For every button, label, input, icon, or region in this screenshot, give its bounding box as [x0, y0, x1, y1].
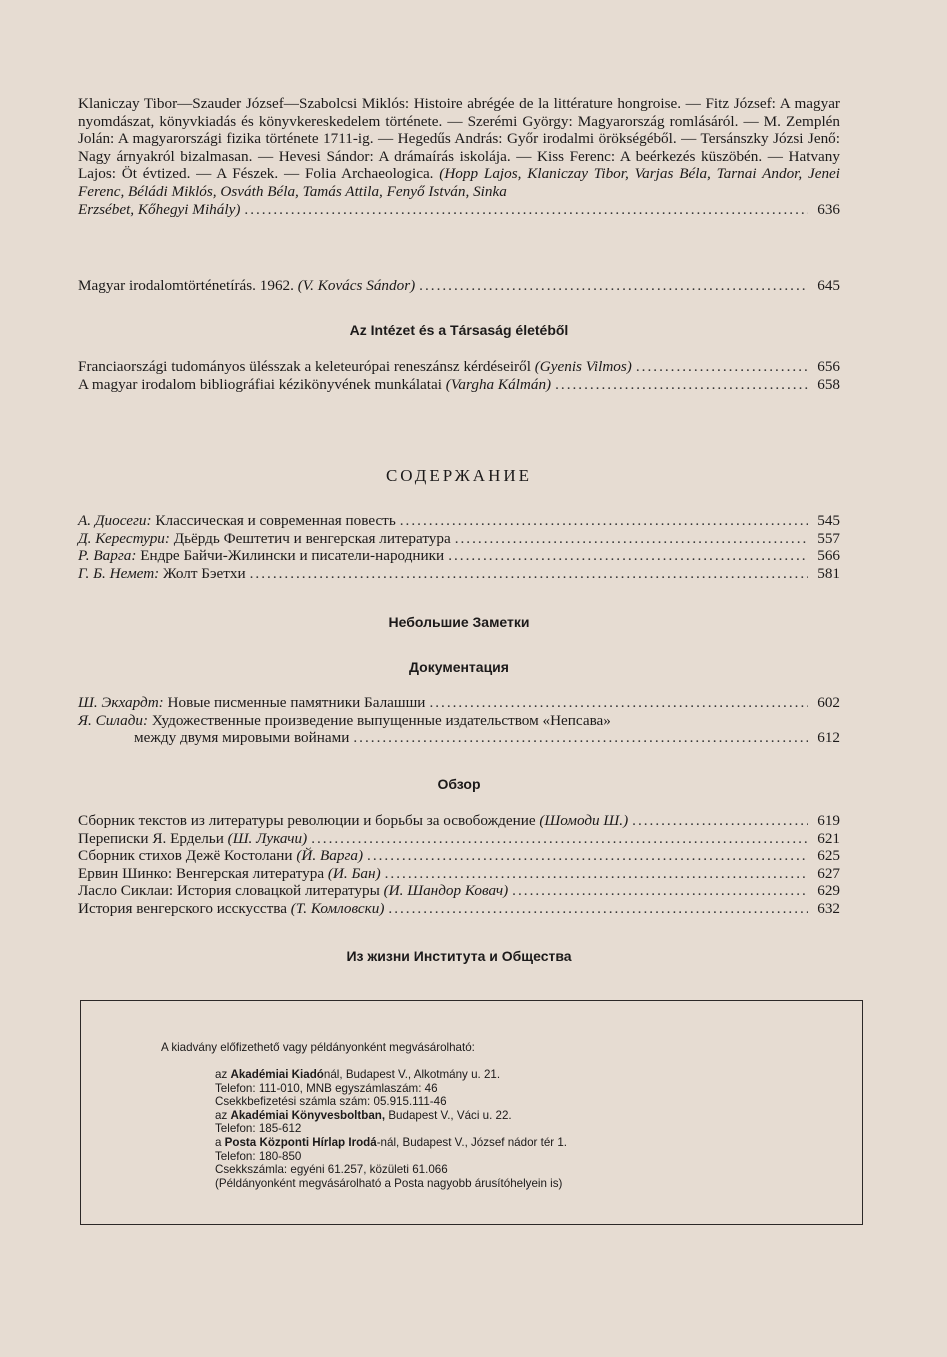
leader-dots — [419, 277, 808, 295]
account-line: Csekkbefizetési számla szám: 05.915.111-46 — [215, 1095, 447, 1109]
list-item: Р. Варга: Ендре Байчи-Жилински и писатели-народники ..... 566 — [78, 547, 840, 565]
documentation-list-ru — [78, 694, 840, 747]
subscription-box — [80, 1000, 863, 1225]
list-item: Сборник стихов Дежё Костолани (Й. Варга) ..... 625 — [78, 847, 840, 865]
list-item: Переписки Я. Ердельи (Ш. Лукачи) ..... 621 — [78, 830, 840, 848]
contents-heading-ru: СОДЕРЖАНИЕ — [385, 466, 533, 485]
institute-heading-hu: Az Intézet és a Társaság életéből — [349, 322, 569, 338]
address-line: az Akadémiai Könyvesboltban, Budapest V., Váci u. 22. — [215, 1108, 512, 1122]
list-item: Ласло Сиклаи: История словацкой литературы (И. Шандор Ковач) ..... 629 — [78, 882, 840, 900]
list-item: Ервин Шинко: Венгерская литература (И. Бан) ..... 627 — [78, 865, 840, 883]
address-line: az Akadémiai Kiadónál, Budapest V., Alkotmány u. 21. — [215, 1068, 501, 1081]
review-paragraph-last-line: Erzsébet, Kőhegyi Mihály) ..... 636 — [78, 201, 840, 219]
institute-list-hu — [78, 358, 840, 393]
list-item-continuation: между двумя мировыми войнами ..... 612 — [78, 729, 840, 747]
note-line: (Példányonként megvásárolható a Posta nagyobb árusítóhelyein is) — [215, 1176, 563, 1190]
list-item: Д. Керестури: Дьёрдь Фештетич и венгерская литература ..... 557 — [78, 530, 840, 548]
account-line: Csekkszámla: egyéni 61.257, közületi 61.066 — [215, 1163, 448, 1177]
subscription-lead: A kiadvány előfizethető vagy példányonként megvásárolható: — [161, 1041, 475, 1054]
list-item: Franciaországi tudományos ülésszak a keleteurópai reneszánsz kérdéseiről (Gyenis Vilmos) ..... 656 — [78, 358, 840, 376]
list-item: Я. Силади: Художественные произведение выпущенные издательством «Непсава» — [78, 711, 611, 729]
historiography-entry: Magyar irodalomtörténetírás. 1962. (V. Kovács Sándor) ..... 645 — [78, 277, 840, 295]
subscription-addresses — [215, 1068, 567, 1190]
list-item: Г. Б. Немет: Жолт Бэетхи ..... 581 — [78, 565, 840, 583]
notes-heading-ru: Небольшие Заметки — [388, 614, 530, 630]
institute-life-heading-ru: Из жизни Института и Общества — [346, 948, 572, 964]
page-number: 645 — [817, 277, 840, 294]
leader-dots — [244, 201, 808, 219]
list-item: A magyar irodalom bibliográfiai kézikönyvének munkálatai (Vargha Kálmán) ..... 658 — [78, 376, 840, 394]
list-item: Сборник текстов из литературы революции и борьбы за освобождение (Шомоди Ш.) ..... 619 — [78, 812, 840, 830]
list-item: История венгерского иcскусства (Т. Комловски) ..... 632 — [78, 900, 840, 918]
review-heading-ru: Обзор — [437, 776, 481, 792]
address-line: a Posta Központi Hírlap Irodá-nál, Budapest V., József nádor tér 1. — [215, 1135, 568, 1149]
phone-line: Telefon: 111-010, MNB egyszámlaszám: 46 — [215, 1081, 438, 1095]
articles-list-ru — [78, 512, 840, 582]
phone-line: Telefon: 185-612 — [215, 1122, 302, 1136]
reviews-list-ru — [78, 812, 840, 918]
list-item: А. Диосеги: Классическая и современная повесть ..... 545 — [78, 512, 840, 530]
review-paragraph — [78, 95, 840, 218]
documentation-heading-ru: Документация — [409, 659, 509, 675]
list-item: Ш. Экхардт: Новые писменные памятники Балашши ..... 602 — [78, 694, 840, 712]
page-number: 636 — [817, 200, 840, 218]
phone-line: Telefon: 180-850 — [215, 1149, 302, 1163]
review-paragraph-text: Klaniczay Tibor—Szauder József—Szabolcsi Miklós: Histoire abrégée de la littérature hongroise. — Fitz József: A magyar nyomdászat, könyvkiadás és könyvkereskedelem története. — Szerémi György: Magyarország romlásáról. — M. Zemplén Jolán: A magyarországi fizika története 1711-ig. — Hegedűs András: Győr irodalmi örökségéből. — Tersánszky Józsi Jenő: Nagy árnyakról bizalmasan. — Hevesi Sándor: A drámaírás iskolája. — Kiss Ferenc: A beérkezés küszöbén. — Hatvany Lajos: Öt évtized. — A Fészek. — Folia Archaeologica. (Hopp Lajos, Klaniczay Tibor, Varjas Béla, Tarnai Andor, Jenei Ferenc, Béládi Miklós, Osváth Béla, Tamás Attila, Fenyő István, Sinka — [78, 95, 841, 200]
